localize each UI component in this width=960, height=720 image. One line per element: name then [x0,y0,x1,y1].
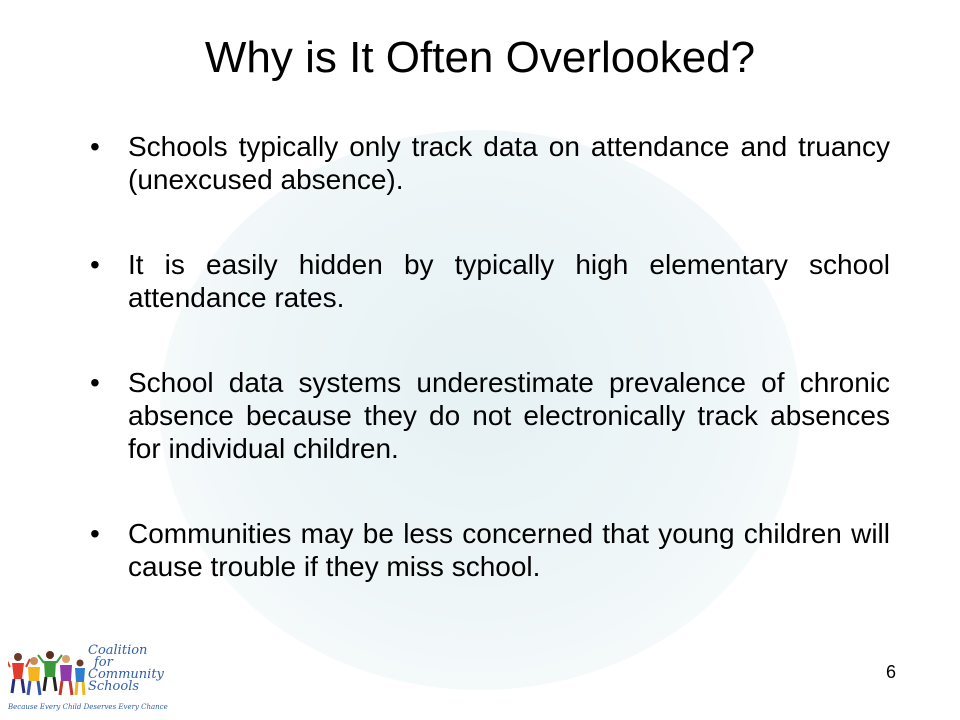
logo-line: for [94,655,113,670]
bullet-item [90,130,890,196]
bullet-text: It is easily hidden by typically high elementary school attendance rates. [128,249,890,313]
bullet-text: School data systems underestimate prevalence of chronic absence because they do not electronically track absences for individual children. [128,367,890,464]
logo-wordmark [88,645,164,693]
page-number: 6 [886,662,897,682]
logo-tagline: Because Every Child Deserves Every Chance [8,703,168,711]
logo-line: Community [88,667,164,682]
bullet-icon: • [90,518,100,549]
bullet-icon: • [90,131,100,162]
bullet-item [90,517,890,583]
coalition-logo [8,643,168,715]
bullet-icon: • [90,367,100,398]
children-group-icon [8,645,86,701]
bullet-text: Communities may be less concerned that young children will cause trouble if they miss school. [128,518,890,582]
bullet-item [90,248,890,314]
logo-line: Schools [88,679,140,694]
bullet-item [90,366,890,465]
bullet-list [90,130,890,635]
bullet-icon: • [90,249,100,280]
slide-title: Why is It Often Overlooked? [204,33,756,82]
logo-line: Coalition [88,643,148,658]
bullet-text: Schools typically only track data on attendance and truancy (unexcused absence). [128,131,890,195]
